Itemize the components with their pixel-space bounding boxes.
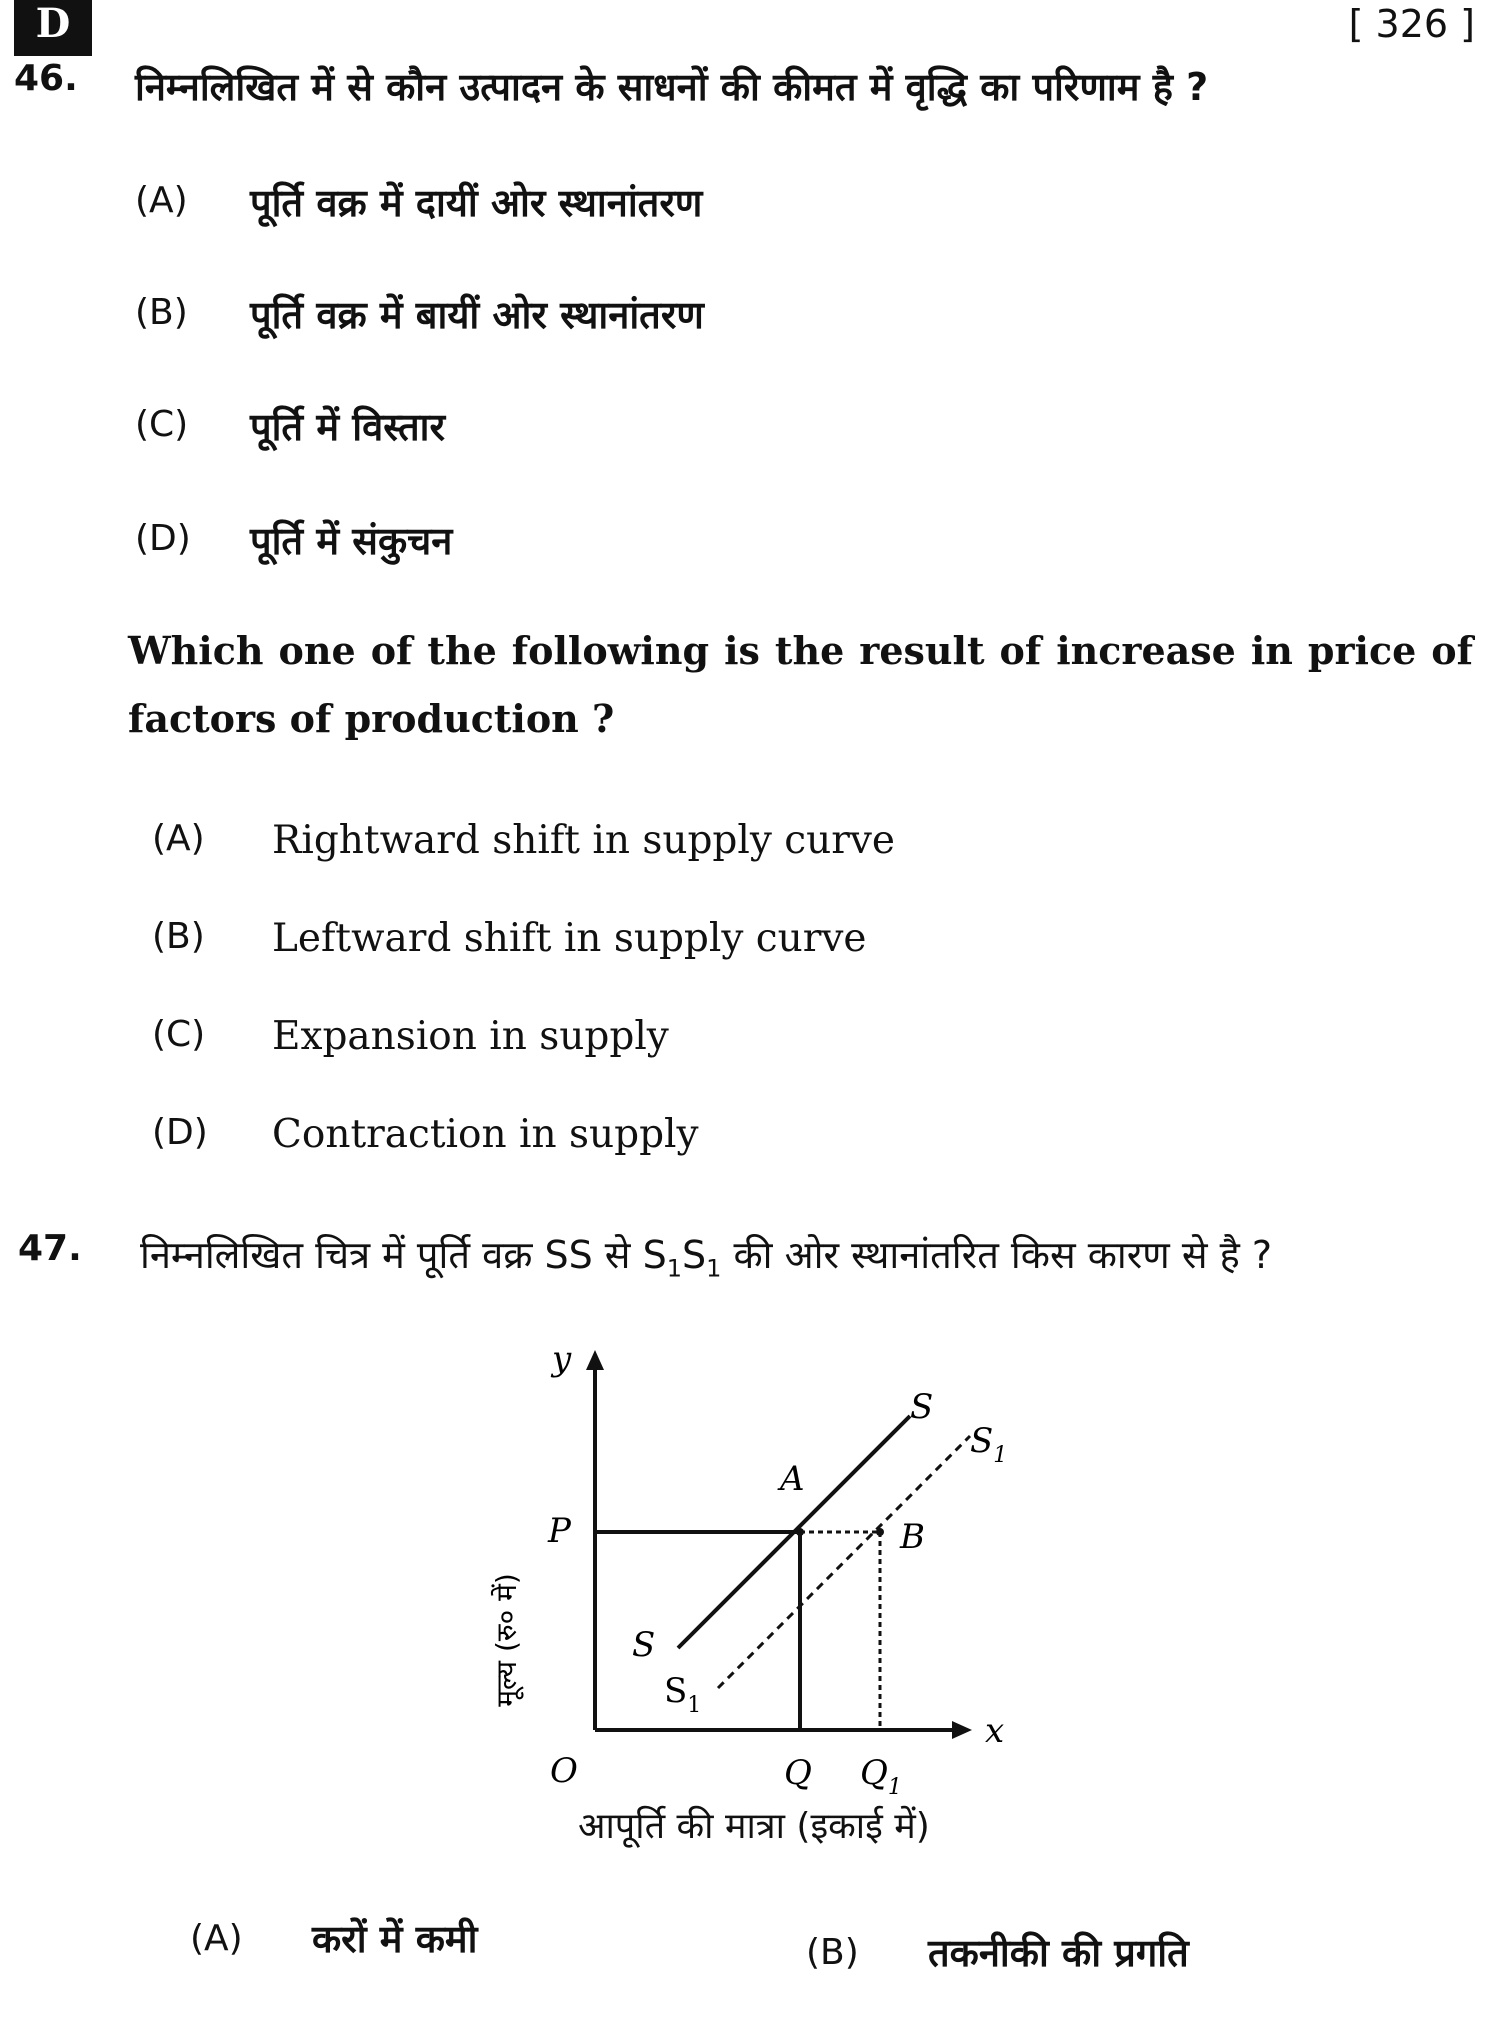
question-47-sub2: 1 (706, 1254, 722, 1283)
q46-en-option-d-label: (D) (152, 1112, 208, 1153)
point-a-label: A (780, 1459, 805, 1499)
q47-option-b-label: (B) (806, 1932, 859, 1973)
question-46-number: 46. (14, 58, 78, 99)
supply-curve-s1s1 (718, 1436, 970, 1688)
question-47-number: 47. (18, 1228, 82, 1269)
q47-option-a: करों में कमी (312, 1917, 478, 1961)
x-axis-caption: आपूर्ति की मात्रा (इकाई में) (578, 1806, 930, 1847)
q1-main: Q (860, 1753, 888, 1793)
supply-shift-diagram (480, 1340, 1060, 1860)
question-47-sub1: 1 (666, 1254, 682, 1283)
q46-en-option-a: Rightward shift in supply curve (272, 818, 896, 863)
supply-label-s-top: S (910, 1387, 934, 1427)
q46-en-option-d: Contraction in supply (272, 1112, 699, 1157)
q46-en-option-b: Leftward shift in supply curve (272, 916, 867, 961)
question-47-hindi (140, 1228, 1272, 1283)
question-47-mid: S (681, 1233, 707, 1277)
question-46-english-line1: Which one of the following is the result of increase in price of (128, 628, 1473, 673)
q47-option-a-label: (A) (190, 1918, 243, 1959)
s1-top-sub: 1 (993, 1443, 1008, 1468)
supply-label-s-bottom: S (632, 1625, 656, 1665)
q1-sub: 1 (887, 1775, 902, 1800)
quantity-label-q1 (860, 1753, 902, 1800)
supply-label-s1-bottom (664, 1671, 701, 1718)
q46-hi-option-d-label: (D) (135, 518, 191, 559)
q46-hi-option-a-label: (A) (135, 180, 188, 221)
question-47-part1: निम्नलिखित चित्र में पूर्ति वक्र SS से S (140, 1233, 667, 1277)
question-47-part2: की ओर स्थानांतरित किस कारण से है ? (721, 1233, 1273, 1277)
price-label-p: P (548, 1511, 571, 1551)
q46-hi-option-b: पूर्ति वक्र में बायीं ओर स्थानांतरण (250, 293, 704, 337)
q46-hi-option-b-label: (B) (135, 292, 188, 333)
page-number: [ 326 ] (1348, 2, 1475, 46)
question-46-hindi: निम्नलिखित में से कौन उत्पादन के साधनों की कीमत में वृद्धि का परिणाम है ? (135, 65, 1209, 109)
section-badge: D (14, 0, 92, 56)
q46-en-option-b-label: (B) (152, 916, 205, 957)
q46-en-option-c-label: (C) (152, 1014, 206, 1055)
q46-en-option-a-label: (A) (152, 818, 205, 859)
point-b-marker (876, 1528, 884, 1536)
x-axis-label: x (985, 1711, 1005, 1751)
point-a-marker (796, 1528, 804, 1536)
q46-hi-option-d: पूर्ति में संकुचन (250, 519, 453, 563)
x-axis-arrow (952, 1721, 972, 1739)
question-46-english-line2: factors of production ? (128, 696, 615, 741)
y-axis-caption: मूल्य (रु० में) (490, 1573, 523, 1707)
origin-label: O (550, 1751, 578, 1791)
quantity-label-q: Q (784, 1753, 812, 1793)
q46-en-option-c: Expansion in supply (272, 1014, 669, 1059)
point-b-label: B (900, 1517, 925, 1557)
q46-hi-option-c-label: (C) (135, 404, 189, 445)
s1-top-main: S (970, 1421, 994, 1461)
q46-hi-option-a: पूर्ति वक्र में दायीं ओर स्थानांतरण (250, 181, 703, 225)
y-axis-arrow (586, 1350, 604, 1370)
s1-bottom-main: S (664, 1671, 688, 1711)
q46-hi-option-c: पूर्ति में विस्तार (250, 405, 446, 449)
q47-option-b: तकनीकी की प्रगति (928, 1931, 1189, 1975)
y-axis-label: y (552, 1340, 572, 1379)
s1-bottom-sub: 1 (687, 1693, 702, 1718)
supply-label-s1-top (970, 1421, 1007, 1468)
